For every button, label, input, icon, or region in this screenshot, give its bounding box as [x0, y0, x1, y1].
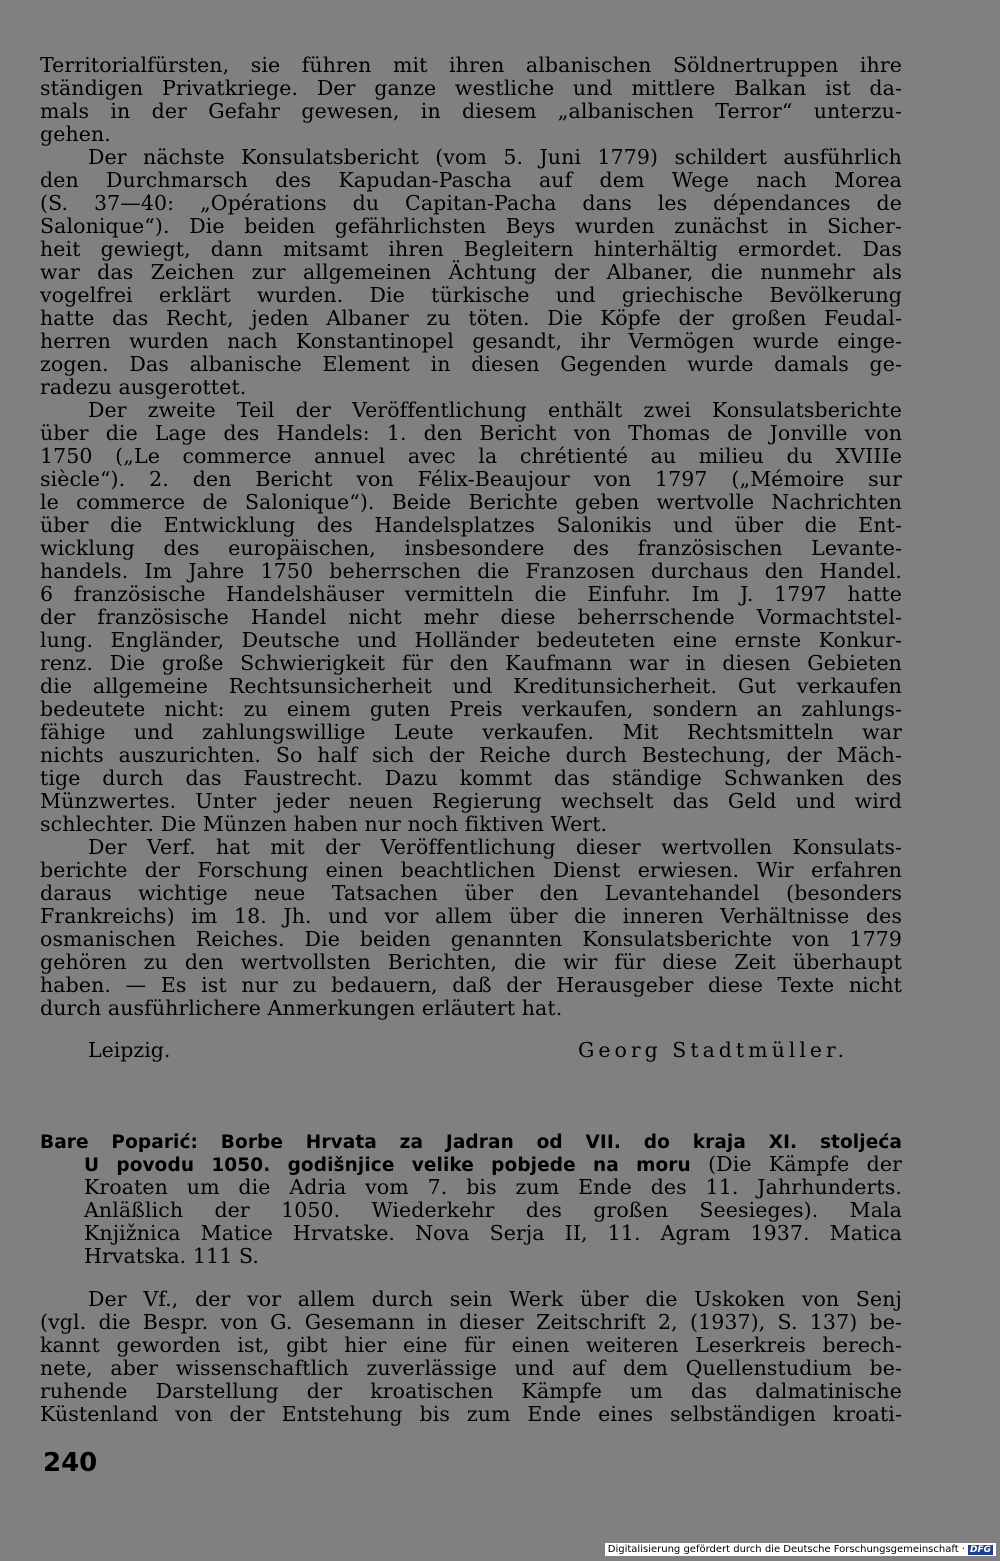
text-line: tige durch das Faustrecht. Dazu kommt das ständige Schwanken des — [40, 766, 902, 790]
text-line: war das Zeichen zur allgemeinen Ächtung der Albaner, die nunmehr als — [40, 260, 902, 284]
heading-line — [40, 1199, 902, 1222]
text-line: schlechter. Die Münzen haben nur noch fiktiven Wert. — [40, 812, 608, 836]
text-line: Der Verf. hat mit der Veröffentlichung dieser wertvollen Konsulats- — [88, 835, 902, 859]
text-line: lung. Engländer, Deutsche und Holländer bedeuteten eine ernste Konkur- — [40, 628, 902, 652]
text-line: nete, aber wissenschaftlich zuverlässige und auf dem Quellenstudium be- — [40, 1356, 902, 1380]
heading-text: Kroaten um die Adria vom 7. bis zum Ende des 11. Jahrhunderts. — [84, 1175, 902, 1199]
text-line: gehören zu den wertvollsten Berichten, die wir für diese Zeit überhaupt — [40, 950, 902, 974]
text-line: Der zweite Teil der Veröffentlichung enthält zwei Konsulatsberichte — [88, 398, 902, 422]
dfg-logo: DFG — [969, 1544, 991, 1555]
text-line: durch ausführlichere Anmerkungen erläutert hat. — [40, 996, 563, 1020]
text-line: vogelfrei erklärt wurden. Die türkische und griechische Bevölkerung — [40, 283, 902, 307]
article-text — [40, 54, 902, 1020]
text-line: wicklung des europäischen, insbesondere des französischen Levante- — [40, 536, 902, 560]
text-line: Küstenland von der Entstehung bis zum Ende eines selbständigen kroati- — [40, 1402, 902, 1426]
text-line: hatte das Recht, jeden Albaner zu töten. Die Köpfe der großen Feudal- — [40, 306, 902, 330]
page-number: 240 — [43, 1448, 98, 1478]
text-line: renz. Die große Schwierigkeit für den Kaufmann war in diesen Gebieten — [40, 651, 902, 675]
text-line: über die Entwicklung des Handelsplatzes Salonikis und über die Ent- — [40, 513, 902, 537]
text-line: haben. — Es ist nur zu bedauern, daß der Herausgeber diese Texte nicht — [40, 973, 902, 997]
text-line: ruhende Darstellung der kroatischen Kämpfe um das dalmatinische — [40, 1379, 902, 1403]
text-line: Territorialfürsten, sie führen mit ihren albanischen Söldnertruppen ihre — [40, 53, 902, 77]
text-line: handels. Im Jahre 1750 beherrschen die Franzosen durchaus den Handel. — [40, 559, 902, 583]
text-line: (vgl. die Bespr. von G. Gesemann in dieser Zeitschrift 2, (1937), S. 137) be- — [40, 1310, 902, 1334]
text-line: Der Vf., der vor allem durch sein Werk über die Uskoken von Senj — [88, 1287, 902, 1311]
review-text — [40, 1288, 902, 1426]
text-line: der französische Handel nicht mehr diese beherrschende Vormachtstel- — [40, 605, 902, 629]
heading-text: (Die Kämpfe der — [690, 1152, 902, 1176]
text-line: radezu ausgerottet. — [40, 375, 247, 399]
review-heading — [40, 1130, 902, 1268]
signature-author: Georg Stadtmüller. — [578, 1038, 849, 1062]
footer-text: Digitalisierung gefördert durch die Deutsche Forschungsgemeinschaft · — [607, 1544, 965, 1555]
text-line: daraus wichtige neue Tatsachen über den Levantehandel (besonders — [40, 881, 902, 905]
text-line: 6 französische Handelshäuser vermitteln die Einfuhr. Im J. 1797 hatte — [40, 582, 902, 606]
text-line: Salonique“). Die beiden gefährlichsten Beys wurden zunächst in Sicher- — [40, 214, 902, 238]
heading-bold-title: U povodu 1050. godišnjice velike pobjede na moru — [84, 1155, 691, 1176]
text-line: (S. 37—40: „Opérations du Capitan-Pacha dans les dépendances de — [40, 191, 902, 215]
text-line: fähige und zahlungswillige Leute verkaufen. Mit Rechtsmitteln war — [40, 720, 902, 744]
heading-text: Knjižnica Matice Hrvatske. Nova Serja II, 11. Agram 1937. Matica — [84, 1221, 902, 1245]
heading-text: Hrvatska. 111 S. — [84, 1244, 259, 1268]
heading-text: Anläßlich der 1050. Wiederkehr des großen Seesieges). Mala — [84, 1198, 902, 1222]
heading-line — [40, 1153, 902, 1176]
text-line: berichte der Forschung einen beachtlichen Dienst erwiesen. Wir erfahren — [40, 858, 902, 882]
text-line: siècle“). 2. den Bericht von Félix-Beaujour von 1797 („Mémoire sur — [40, 467, 902, 491]
text-line: 1750 („Le commerce annuel avec la chrétienté au milieu du XVIIIe — [40, 444, 902, 468]
text-line: osmanischen Reiches. Die beiden genannten Konsulatsberichte von 1779 — [40, 927, 902, 951]
text-line: die allgemeine Rechtsunsicherheit und Kreditunsicherheit. Gut verkaufen — [40, 674, 902, 698]
text-line: kannt geworden ist, gibt hier eine für einen weiteren Leserkreis berech- — [40, 1333, 902, 1357]
text-line: heit gewiegt, dann mitsamt ihren Begleitern hinterhältig ermordet. Das — [40, 237, 902, 261]
text-line: bedeutete nicht: zu einem guten Preis verkaufen, sondern an zahlungs- — [40, 697, 902, 721]
text-line: gehen. — [40, 122, 111, 146]
heading-line — [40, 1245, 902, 1268]
heading-line — [40, 1176, 902, 1199]
footer-credit — [605, 1543, 996, 1556]
text-line: nichts auszurichten. So half sich der Reiche durch Bestechung, der Mäch- — [40, 743, 902, 767]
signature — [88, 1038, 868, 1064]
text-line: herren wurden nach Konstantinopel gesandt, ihr Vermögen wurde einge- — [40, 329, 902, 353]
heading-bold-title: Bare Poparić: Borbe Hrvata za Jadran od VII. do kraja XI. stoljeća — [40, 1132, 902, 1153]
text-line: zogen. Das albanische Element in diesen Gegenden wurde damals ge- — [40, 352, 902, 376]
heading-line — [40, 1130, 902, 1153]
text-line: Frankreichs) im 18. Jh. und vor allem über die inneren Verhältnisse des — [40, 904, 902, 928]
text-line: Der nächste Konsulatsbericht (vom 5. Juni 1779) schildert ausführlich — [88, 145, 902, 169]
signature-place: Leipzig. — [88, 1038, 171, 1062]
text-line: den Durchmarsch des Kapudan-Pascha auf dem Wege nach Morea — [40, 168, 902, 192]
text-line: über die Lage des Handels: 1. den Bericht von Thomas de Jonville von — [40, 421, 902, 445]
text-line: mals in der Gefahr gewesen, in diesem „albanischen Terror“ unterzu- — [40, 99, 902, 123]
heading-line — [40, 1222, 902, 1245]
text-line: Münzwertes. Unter jeder neuen Regierung wechselt das Geld und wird — [40, 789, 902, 813]
text-line: ständigen Privatkriege. Der ganze westliche und mittlere Balkan ist da- — [40, 76, 902, 100]
text-line: le commerce de Salonique“). Beide Berichte geben wertvolle Nachrichten — [40, 490, 902, 514]
